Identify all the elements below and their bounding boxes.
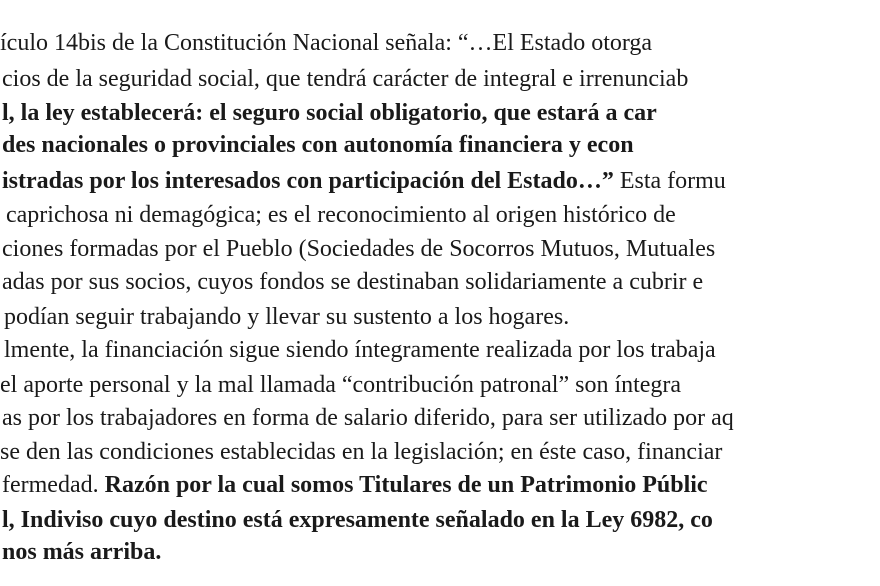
text-line: [6, 200, 676, 230]
text-line: [2, 505, 713, 535]
text-line: [2, 403, 734, 433]
text-run: istradas por los interesados con participación del Estado…”: [2, 168, 620, 194]
text-run: nos más arriba.: [2, 539, 162, 565]
text-run: el aporte personal y la mal llamada “contribución patronal” son íntegra: [0, 372, 682, 398]
text-line: [2, 98, 657, 128]
text-run: des nacionales o provinciales con autonomía financiera y econ: [2, 132, 634, 158]
text-run: Razón por la cual somos Titulares de un Patrimonio Públic: [104, 472, 708, 498]
text-line: [2, 537, 161, 567]
text-line: [0, 28, 652, 58]
text-line: [2, 166, 726, 196]
text-run: adas por sus socios, cuyos fondos se destinaban solidariamente a cubrir e: [2, 269, 704, 295]
text-line: [0, 370, 681, 400]
text-run: caprichosa ni demagógica; es el reconocimiento al origen histórico de: [6, 202, 676, 228]
text-run: l, la ley establecerá: el seguro social obligatorio, que estará a car: [2, 100, 657, 126]
text-line: [2, 64, 688, 94]
text-line: [2, 470, 708, 500]
text-run: ciones formadas por el Pueblo (Sociedades de Socorros Mutuos, Mutuales: [2, 236, 716, 262]
text-run: se den las condiciones establecidas en la legislación; en éste caso, financiar: [0, 439, 723, 465]
text-run: Esta formu: [619, 168, 726, 194]
text-line: [2, 267, 703, 297]
text-line: [0, 437, 722, 467]
text-run: cios de la seguridad social, que tendrá carácter de integral e irrenunciab: [2, 66, 689, 92]
text-line: [4, 335, 716, 365]
text-run: as por los trabajadores en forma de salario diferido, para ser utilizado por aq: [2, 405, 734, 431]
text-run: lmente, la financiación sigue siendo íntegramente realizada por los trabaja: [4, 337, 716, 363]
text-run: podían seguir trabajando y llevar su sustento a los hogares.: [4, 304, 570, 330]
text-run: ículo 14bis de la Constitución Nacional señala: “…El Estado otorga: [0, 30, 653, 56]
text-line: [2, 130, 634, 160]
text-line: [2, 234, 715, 264]
text-line: [4, 302, 569, 332]
text-run: fermedad.: [2, 472, 105, 498]
text-run: l, Indiviso cuyo destino está expresamente señalado en la Ley 6982, co: [2, 507, 713, 533]
